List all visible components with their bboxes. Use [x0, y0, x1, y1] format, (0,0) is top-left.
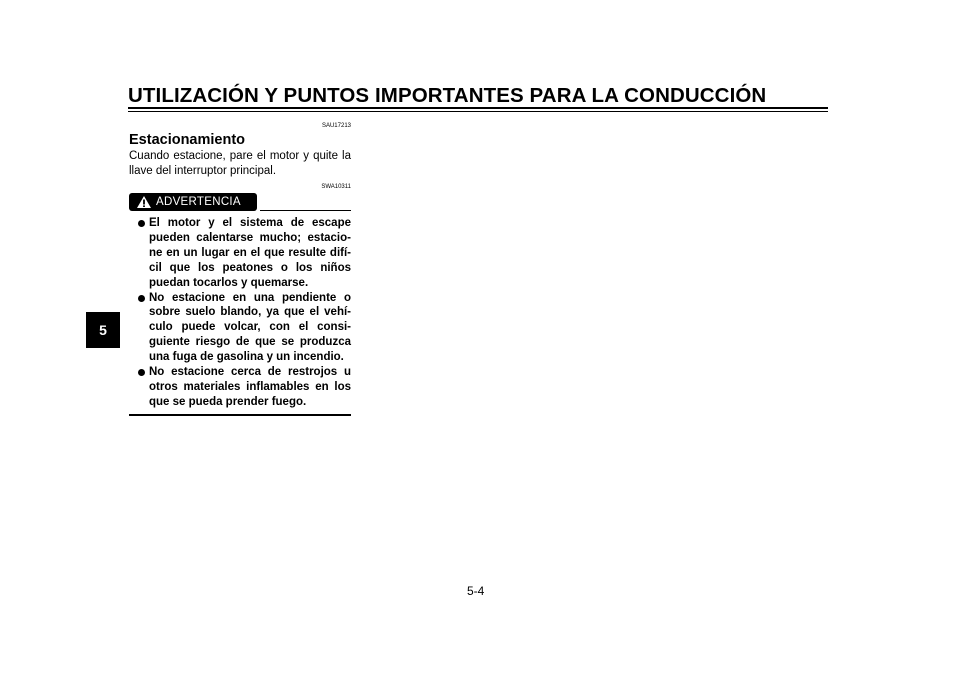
chapter-tab	[86, 312, 120, 348]
warning-item-text: No estacione cerca de restrojos u otros materiales inflamables en los que se pueda prender fuego.	[149, 366, 351, 408]
page-number: 5-4	[467, 584, 485, 598]
warning-code: SWA10311	[321, 184, 351, 190]
warning-item-text: No estacione en una pendiente o sobre suelo blando, ya que el vehí-culo puede volcar, con el consi-guiente riesgo de que se produzca una fuga de gasolina y un incendio.	[149, 291, 351, 364]
warning-header	[129, 193, 351, 211]
bullet-icon	[138, 369, 145, 376]
warning-header-rule	[260, 210, 351, 211]
section-body: Cuando estacione, pare el motor y quite la llave del interruptor principal.	[129, 150, 351, 177]
warning-item	[129, 365, 351, 410]
chapter-tab-number: 5	[99, 322, 107, 338]
section-code: SAU17213	[321, 123, 351, 129]
bullet-icon	[138, 220, 145, 227]
content-column	[129, 122, 351, 416]
header-rule-thin	[128, 111, 828, 112]
warning-item	[129, 216, 351, 291]
warning-list	[129, 216, 351, 410]
warning-item	[129, 291, 351, 366]
header-rule-thick	[128, 107, 828, 109]
warning-end-rule	[129, 414, 351, 416]
bullet-icon	[138, 295, 145, 302]
warning-label: ADVERTENCIA	[156, 196, 241, 208]
section-title: Estacionamiento	[129, 132, 246, 148]
warning-item-text: El motor y el sistema de escape pueden calentarse mucho; estacio-ne en un lugar en el que resulte difí-cil que los peatones o los niños puedan tocarlos y quemarse.	[149, 217, 351, 289]
warning-triangle-icon	[133, 193, 155, 211]
page-header-title: UTILIZACIÓN Y PUNTOS IMPORTANTES PARA LA CONDUCCIÓN	[128, 84, 767, 107]
warning-badge	[129, 193, 257, 211]
